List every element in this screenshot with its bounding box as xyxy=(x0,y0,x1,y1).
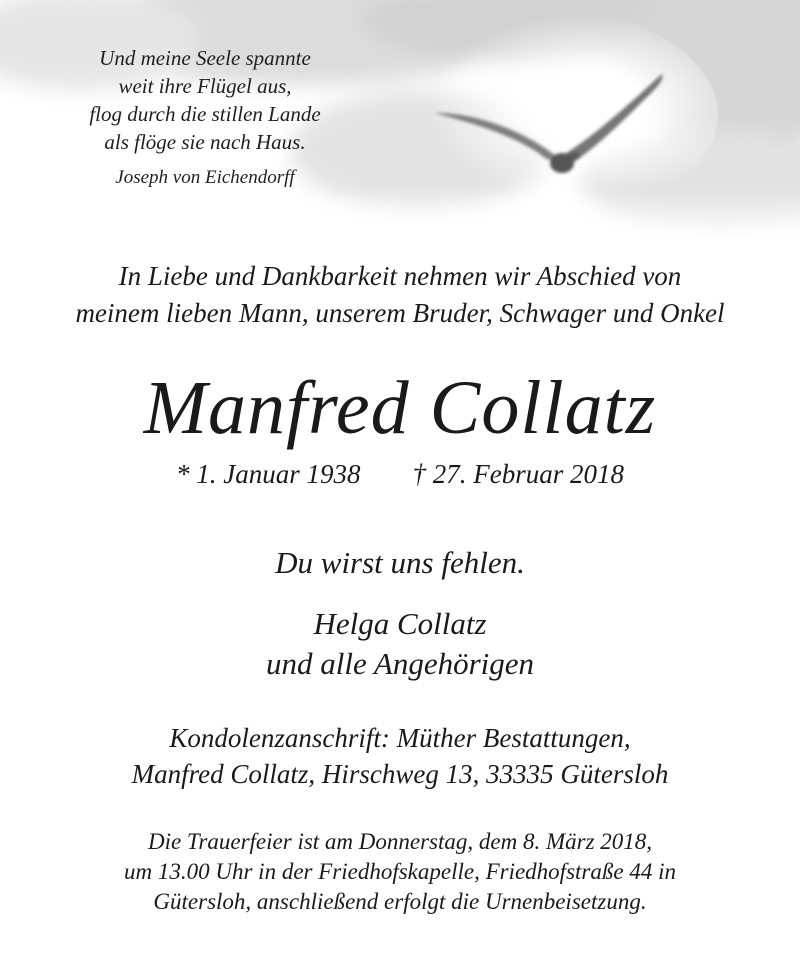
intro-line: In Liebe und Dankbarkeit nehmen wir Abschied von xyxy=(118,261,682,291)
address-line: Kondolenzanschrift: Müther Bestattungen, xyxy=(169,723,631,753)
poem-line: Und meine Seele spannte xyxy=(99,46,311,70)
death-date: † 27. Februar 2018 xyxy=(412,459,624,489)
poem-quote xyxy=(40,44,370,192)
birth-date: * 1. Januar 1938 xyxy=(176,459,361,489)
life-dates xyxy=(0,457,800,491)
signature-line: und alle Angehörigen xyxy=(265,646,535,681)
tagline: Du wirst uns fehlen. xyxy=(275,545,525,580)
address-line: Manfred Collatz, Hirschweg 13, 33335 Gütersloh xyxy=(131,759,669,789)
funeral-service-info xyxy=(0,827,800,917)
poem-line: als flöge sie nach Haus. xyxy=(104,130,306,154)
mourners-signature xyxy=(0,604,800,684)
deceased-name: Manfred Collatz xyxy=(143,366,657,450)
signature-line: Helga Collatz xyxy=(313,606,487,641)
service-line: Gütersloh, anschließend erfolgt die Urnenbeisetzung. xyxy=(153,889,647,914)
farewell-intro xyxy=(0,258,800,332)
condolence-address xyxy=(0,720,800,792)
poem-author: Joseph von Eichendorff xyxy=(115,167,295,188)
poem-line: flog durch die stillen Lande xyxy=(89,102,321,126)
service-line: Die Trauerfeier ist am Donnerstag, dem 8. März 2018, xyxy=(147,829,653,854)
service-line: um 13.00 Uhr in der Friedhofskapelle, Friedhofstraße 44 in xyxy=(124,859,676,884)
intro-line: meinem lieben Mann, unserem Bruder, Schwager und Onkel xyxy=(75,298,725,328)
poem-line: weit ihre Flügel aus, xyxy=(118,74,292,98)
